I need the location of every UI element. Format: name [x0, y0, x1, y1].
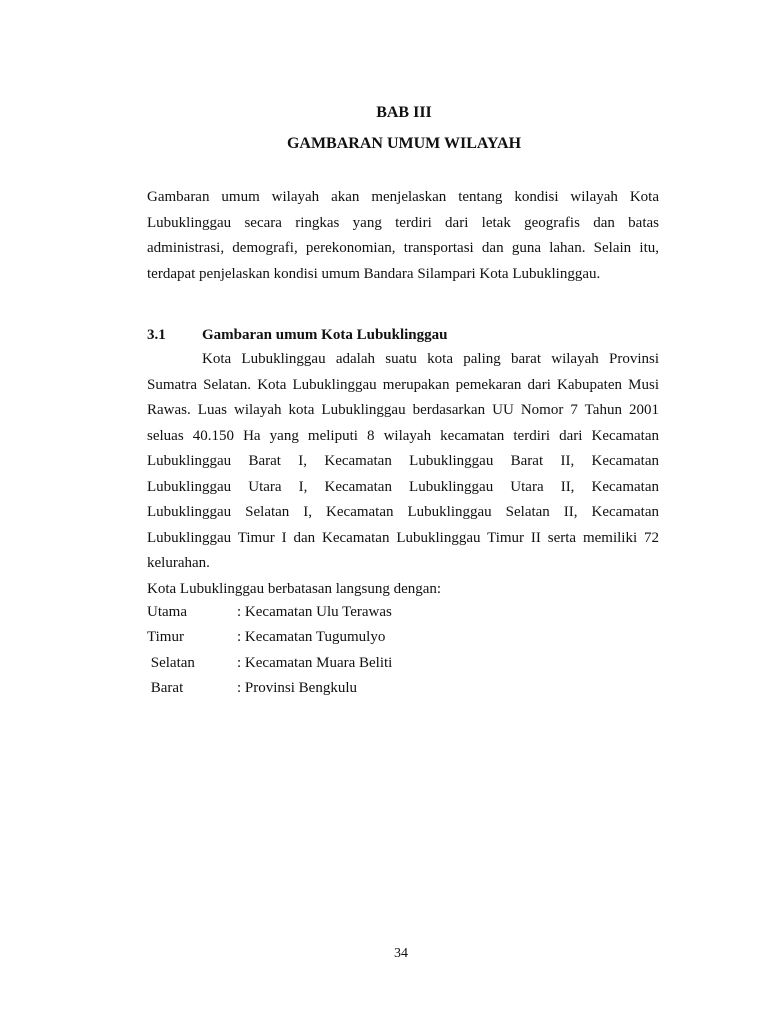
section-title: Gambaran umum Kota Lubuklinggau [202, 327, 448, 343]
section-line: kelurahan. [147, 555, 210, 571]
section-paragraph [147, 347, 659, 602]
section-line: seluas 40.150 Ha yang meliputi 8 wilayah kecamatan terdiri dari Kecamatan [147, 427, 659, 444]
section-line: Lubuklinggau Utara I, Kecamatan Lubuklinggau Utara II, Kecamatan [147, 478, 659, 495]
border-value: : Kecamatan Muara Beliti [237, 655, 393, 671]
chapter-number: BAB III [376, 104, 432, 121]
border-value: : Provinsi Bengkulu [237, 680, 358, 696]
section-number: 3.1 [147, 327, 166, 343]
borders-intro: Kota Lubuklinggau berbatasan langsung dengan: [147, 580, 442, 597]
section-line: Lubuklinggau Barat I, Kecamatan Lubuklinggau Barat II, Kecamatan [147, 453, 659, 469]
intro-line: terdapat penjelaskan kondisi umum Bandara Silampari Kota Lubuklinggau. [147, 265, 601, 282]
section-line: Rawas. Luas wilayah kota Lubuklinggau berdasarkan UU Nomor 7 Tahun 2001 [147, 402, 659, 418]
border-value: : Kecamatan Tugumulyo [237, 629, 386, 645]
border-direction: Timur [147, 629, 184, 645]
intro-line: Gambaran umum wilayah akan menjelaskan tentang kondisi wilayah Kota [147, 189, 659, 205]
intro-paragraph [147, 185, 659, 287]
intro-line: Lubuklinggau secara ringkas yang terdiri dari letak geografis dan batas [147, 214, 659, 231]
border-direction: Barat [147, 680, 184, 696]
section-line: Kota Lubuklinggau adalah suatu kota paling barat wilayah Provinsi [202, 351, 659, 367]
section-line: Sumatra Selatan. Kota Lubuklinggau merupakan pemekaran dari Kabupaten Musi [147, 376, 659, 393]
border-value: : Kecamatan Ulu Terawas [237, 604, 392, 620]
intro-line: administrasi, demografi, perekonomian, transportasi dan guna lahan. Selain itu, [147, 240, 659, 256]
page-number: 34 [394, 946, 408, 961]
section-line: Lubuklinggau Timur I dan Kecamatan Lubuklinggau Timur II serta memiliki 72 [147, 529, 659, 546]
border-direction: Selatan [147, 655, 195, 671]
border-direction: Utama [147, 604, 187, 620]
section-line: Lubuklinggau Selatan I, Kecamatan Lubuklinggau Selatan II, Kecamatan [147, 504, 659, 520]
chapter-title: GAMBARAN UMUM WILAYAH [286, 135, 522, 152]
